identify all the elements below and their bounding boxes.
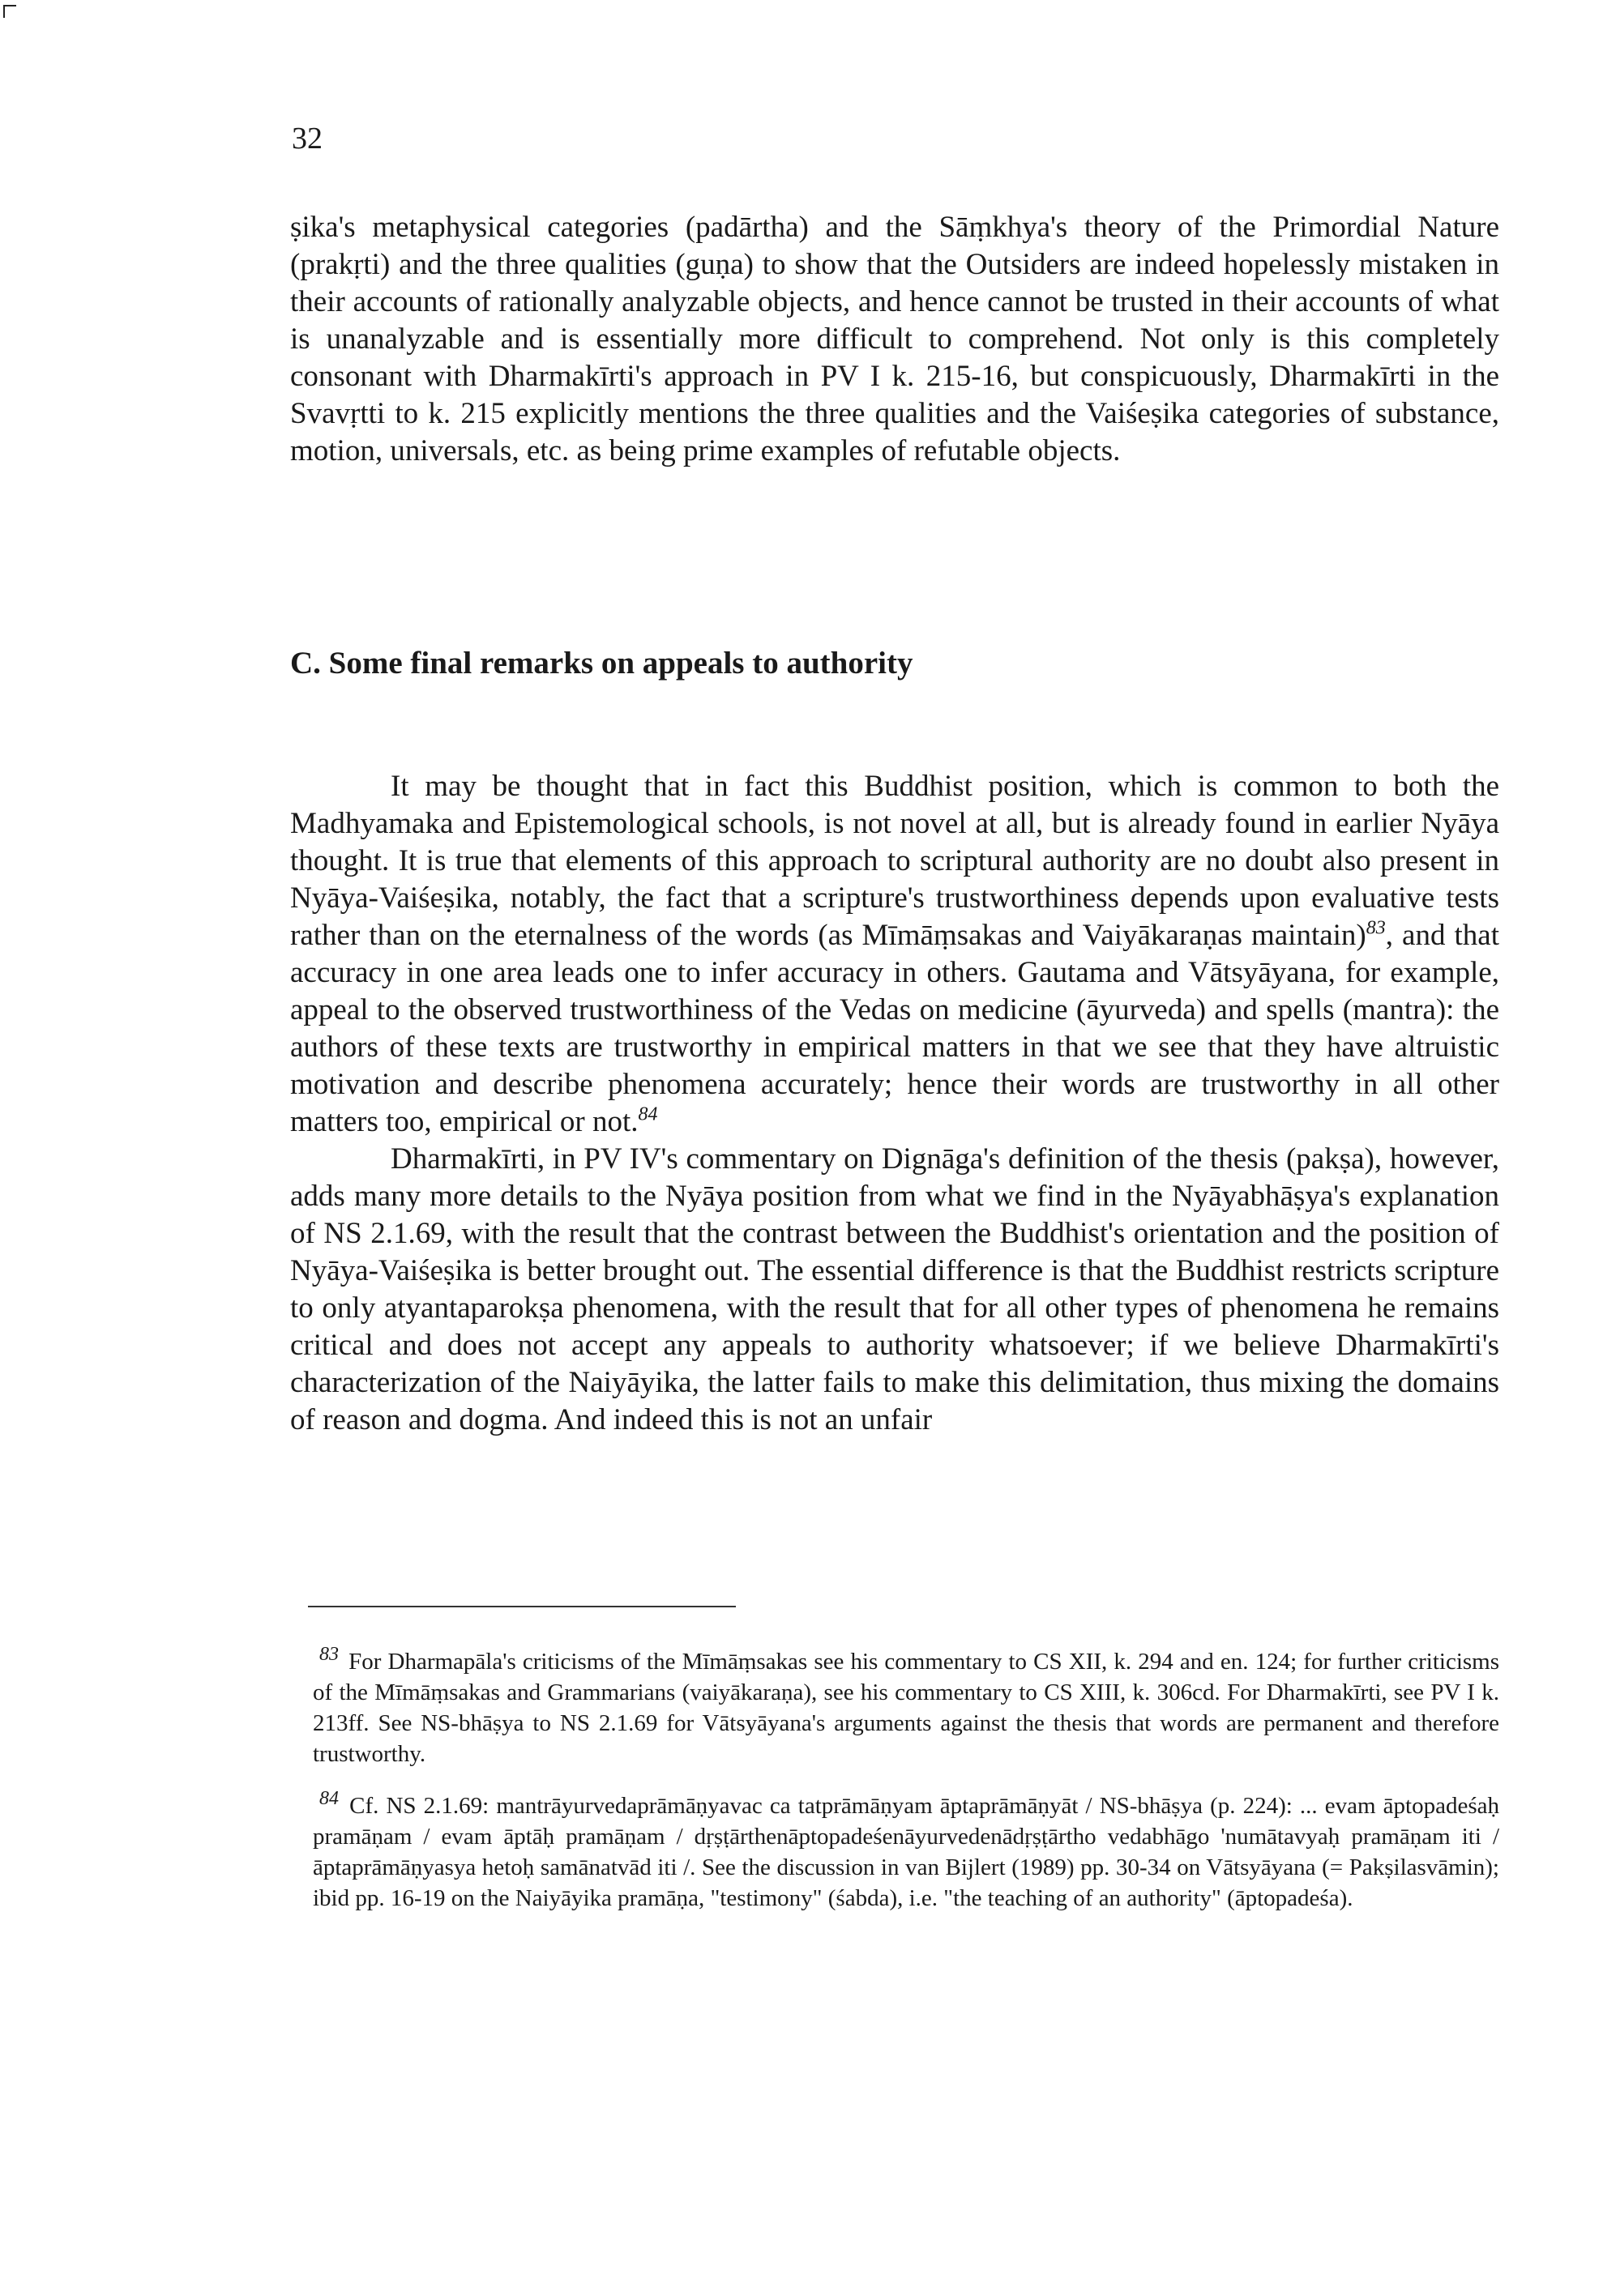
body-paragraph-1-part-a: It may be thought that in fact this Buddhist position, which is common to both the Madhyamaka and Epistemological schools, is not novel at all, but is already found in earlier Nyāya thought. It is true that elements of this approach to scriptural authority are no doubt also present in Nyāya-Vaiśeṣika, notably, the fact that a scripture's trustworthiness depends upon evaluative tests rather than on the eternalness of the words (as Mīmāṃsakas and Vaiyākaraṇas maintain)	[290, 770, 1499, 952]
footnote-number: 84	[319, 1788, 339, 1810]
intro-paragraph: ṣika's metaphysical categories (padārtha) and the Sāṃkhya's theory of the Primordial Nature (prakṛti) and the three qualities (guṇa) to show that the Outsiders are indeed hopelessly mistaken in their accounts of rationally analyzable objects, and hence cannot be trusted in their accounts of what is unanalyzable and is essentially more difficult to comprehend. Not only is this completely consonant with Dharmakīrti's approach in PV I k. 215-16, but conspicuously, Dharmakīrti in the Svavṛtti to k. 215 explicitly mentions the three qualities and the Vaiśeṣika categories of substance, motion, universals, etc. as being prime examples of refutable objects.	[290, 211, 1499, 467]
body-paragraph-1-part-b: , and that accuracy in one area leads one to infer accuracy in others. Gautama and Vātsyāyana, for example, appeal to the observed trustworthiness of the Vedas on medicine (āyurveda) and spells (mantra): the authors of these texts are trustworthy in empirical matters in that we see that they have altruistic motivation and describe phenomena accurately; hence their words are trustworthy in all other matters too, empirical or not.	[290, 919, 1499, 1138]
section-heading: C. Some final remarks on appeals to authority	[290, 646, 913, 681]
body-paragraph-2: Dharmakīrti, in PV IV's commentary on Dignāga's definition of the thesis (pakṣa), however, adds many more details to the Nyāya position from what we find in the Nyāyabhāṣya's explanation of NS 2.1.69, with the result that the contrast between the Buddhist's orientation and the position of Nyāya-Vaiśeṣika is better brought out. The essential difference is that the Buddhist restricts scripture to only atyantaparokṣa phenomena, with the result that for all other types of phenomena he remains critical and does not accept any appeals to authority whatsoever; if we believe Dharmakīrti's characterization of the Naiyāyika, the latter fails to make this delimitation, thus mixing the domains of reason and dogma. And indeed this is not an unfair	[290, 1142, 1499, 1436]
body-paragraph-1	[290, 768, 1499, 1141]
footnote-ref-84[interactable]: 84	[638, 1103, 658, 1125]
footnote-text: Cf. NS 2.1.69: mantrāyurvedaprāmāṇyavac ca tatprāmāṇyam āptaprāmāṇyāt / NS-bhāṣya (p. 224): ... evam āptopadeśaḥ pramāṇam / evam āptāḥ pramāṇam / dṛṣṭārthenāptopadeśenāyurvedenādṛṣṭārtho vedabhāgo 'numātavyaḥ pramāṇam iti / āptaprāmāṇyasya hetoḥ samānatvād iti /. See the discussion in van Bijlert (1989) pp. 30-34 on Vātsyāyana (= Pakṣilasvāmin); ibid pp. 16-19 on the Naiyāyika pramāṇa, "testimony" (śabda), i.e. "the teaching of an authority" (āptopadeśa).	[313, 1793, 1499, 1911]
footnote-text: For Dharmapāla's criticisms of the Mīmāṃsakas see his commentary to CS XII, k. 294 and en. 124; for further criticisms of the Mīmāṃsakas and Grammarians (vaiyākaraṇa), see his commentary to CS XIII, k. 306cd. For Dharmakīrti, see PV I k. 213ff. See NS-bhāṣya to NS 2.1.69 for Vātsyāyana's arguments against the thesis that words are permanent and therefore trustworthy.	[313, 1649, 1500, 1767]
footnote-ref-83[interactable]: 83	[1366, 917, 1386, 939]
footnote-separator	[308, 1606, 736, 1607]
main-text-block	[290, 768, 1499, 1439]
crop-corner-mark	[3, 5, 16, 18]
footnote-83	[313, 1646, 1499, 1769]
footnotes-block	[313, 1646, 1499, 1935]
page-number: 32	[292, 122, 323, 156]
footnote-number: 83	[319, 1644, 339, 1666]
footnote-84	[313, 1790, 1499, 1914]
intro-paragraph-block	[290, 209, 1499, 470]
